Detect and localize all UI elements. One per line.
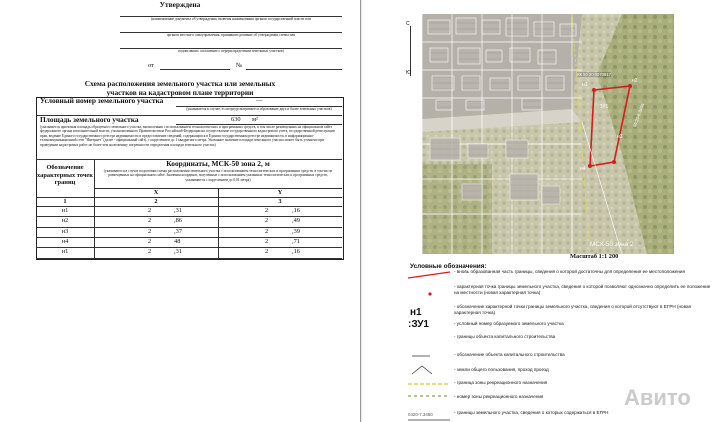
x-value: ,31 bbox=[174, 207, 182, 214]
date-no-label: № bbox=[236, 62, 243, 69]
y-value: 2 bbox=[265, 248, 269, 256]
map-page bbox=[362, 0, 720, 422]
area-value: 630 bbox=[231, 116, 241, 123]
approved-heading: Утверждена bbox=[159, 0, 201, 9]
cadastral-map[interactable] bbox=[422, 14, 674, 254]
column-number: 1 bbox=[63, 198, 67, 205]
map-image bbox=[422, 14, 674, 254]
watermark: Авито bbox=[624, 385, 691, 410]
y-value: 2 bbox=[265, 237, 269, 245]
point-name: н1 bbox=[61, 207, 69, 214]
conditional-number-label: Условный номер земельного участка bbox=[40, 96, 164, 105]
y-column-header: Y bbox=[277, 189, 283, 196]
column-number: 2 bbox=[154, 198, 158, 205]
x-value: 2 bbox=[148, 237, 152, 245]
legend-point-symbol: н1 bbox=[410, 307, 422, 318]
compass-south: Ю bbox=[406, 70, 412, 76]
y-value: ,39 bbox=[292, 227, 300, 235]
row-divider bbox=[36, 258, 342, 259]
point-label-n3: н3 bbox=[617, 134, 623, 140]
building-symbol bbox=[412, 366, 432, 374]
legend-item: - земли общего пользования, проход проезд bbox=[454, 367, 549, 372]
legend-title: Условные обозначения: bbox=[410, 263, 487, 270]
coords-note: (указываются в случае подготовки схемы расположения земельного участка с использованием технологических и программных средств, в том числе размещенных на официальном сайте. Значения координат, полученные с использованием указанных технологических и программных средств, указываются с округлением до 0,01 метра) bbox=[103, 169, 333, 182]
scheme-title: Схема расположения земельного участка или земельных bbox=[84, 79, 276, 88]
legend-item: - номер зоны рекреационного назначения bbox=[454, 394, 544, 399]
x-column-header: X bbox=[153, 189, 159, 196]
area-label: Площадь земельного участка bbox=[40, 115, 139, 124]
legend-item: - обозначение объекта капитального строительства bbox=[454, 352, 565, 357]
x-value: 2 bbox=[148, 248, 152, 256]
point-name: н1 bbox=[61, 248, 69, 256]
coords-header: Координаты, МСК-50 зона 2, м bbox=[166, 159, 270, 168]
legend-item: - граница зоны рекреационного назначения bbox=[454, 380, 548, 385]
y-value: ,16 bbox=[292, 248, 300, 256]
points-column-header: Обозначение характерных точек границ bbox=[37, 164, 93, 186]
new-boundary-symbol bbox=[408, 272, 450, 278]
x-value: ,37 bbox=[174, 227, 182, 235]
approved-note: органов местного самоуправления, принявших решение об утверждении схемы или bbox=[166, 33, 296, 37]
y-value: 2 bbox=[265, 207, 269, 214]
conditional-number-note: (указывается в случае, если предусматривается образование двух и более земельных участков) bbox=[186, 107, 332, 111]
point-label-n4: н4 bbox=[580, 166, 586, 172]
date-from-label: от bbox=[148, 62, 154, 69]
legend-item: - обозначение характерной точки границы земельного участка, сведения о которой отсутствуют в ЕГРН (новая характерная точка) bbox=[454, 304, 692, 315]
y-value: 2 bbox=[265, 227, 269, 235]
point-name: н4 bbox=[61, 237, 69, 245]
y-value: ,49 bbox=[292, 217, 300, 225]
legend-item: - вновь образованная часть границы, сведения о которой достаточны для определения ее местоположения bbox=[454, 269, 685, 274]
parcel-label: :ЗУ1 bbox=[598, 104, 609, 110]
point-name: н2 bbox=[61, 217, 69, 225]
quarter-label: КК 50:20:0070617 bbox=[577, 72, 611, 77]
area-note: (указывается проектная площадь образуемого земельного участка, вычисленная с использованием технологических и программных средств, в том числе размещенных на официальном сайте федерального органа исполнительной власти, уполномоченного Правительством Российской Федерации на осуществление государственного кадастрового учета, государственной регистрации прав, ведение Единого государственного реестра недвижимости и предоставление сведений, содержащихся в Едином государственном реестре недвижимости, в информационно-телекоммуникационной сети "Интернет" (далее - официальный сайт), с округлением до 1 квадратного метра. Указанное значение площади земельного участка может быть уточнено при проведении кадастровых работ не более чем на величину погрешности определения площади земельного участка) bbox=[40, 125, 335, 147]
zone-label: МСК-50 зона 2 bbox=[590, 241, 634, 248]
x-value: 2 bbox=[148, 217, 152, 225]
scheme-title: участков на кадастровом плане территории bbox=[106, 88, 254, 97]
x-value: 48 bbox=[174, 237, 181, 245]
legend-item: - характерная точка границы земельного участка, сведения о которой позволяют однозначно определить ее положение на местности (новая характерная точка) bbox=[454, 284, 711, 295]
y-value: ,71 bbox=[292, 237, 300, 245]
compass-north: С bbox=[406, 21, 410, 27]
legend-item: - условный номер образуемого земельного участка bbox=[454, 321, 564, 326]
y-value: 2 bbox=[265, 217, 269, 225]
conditional-number-value: — bbox=[256, 97, 263, 104]
point-label-n2: н2 bbox=[632, 78, 638, 84]
legend-item: - границы земельного участка, сведения о которых содержаться в ЕГРН bbox=[454, 410, 609, 415]
x-value: ,31 bbox=[174, 248, 182, 256]
road-label: 50:20-6.3459 bbox=[632, 102, 646, 128]
legend-zone-symbol: 0420-7.3450 bbox=[408, 412, 433, 417]
y-value: ,16 bbox=[292, 207, 300, 214]
x-value: ,86 bbox=[174, 217, 182, 225]
column-number: 3 bbox=[278, 198, 282, 205]
x-value: 2 bbox=[148, 227, 152, 235]
legend-item: - границы объекта капитального строительства bbox=[454, 334, 556, 339]
point-label-n1: н1 bbox=[582, 82, 588, 88]
new-point-symbol bbox=[428, 292, 431, 295]
scale-label: Масштаб 1:1 200 bbox=[570, 253, 619, 260]
x-value: 2 bbox=[148, 207, 152, 214]
legend-symbols bbox=[406, 270, 454, 422]
area-unit: м² bbox=[252, 116, 258, 123]
compass-line bbox=[410, 26, 411, 76]
point-name: н3 bbox=[61, 227, 69, 235]
legend-parcel-symbol: :ЗУ1 bbox=[408, 319, 429, 330]
approved-note: (наименование документа об утверждении, включая наименования органов государственной власти или bbox=[151, 17, 311, 21]
approved-note: подписавших соглашение о перераспределении земельных участков) bbox=[178, 49, 284, 53]
